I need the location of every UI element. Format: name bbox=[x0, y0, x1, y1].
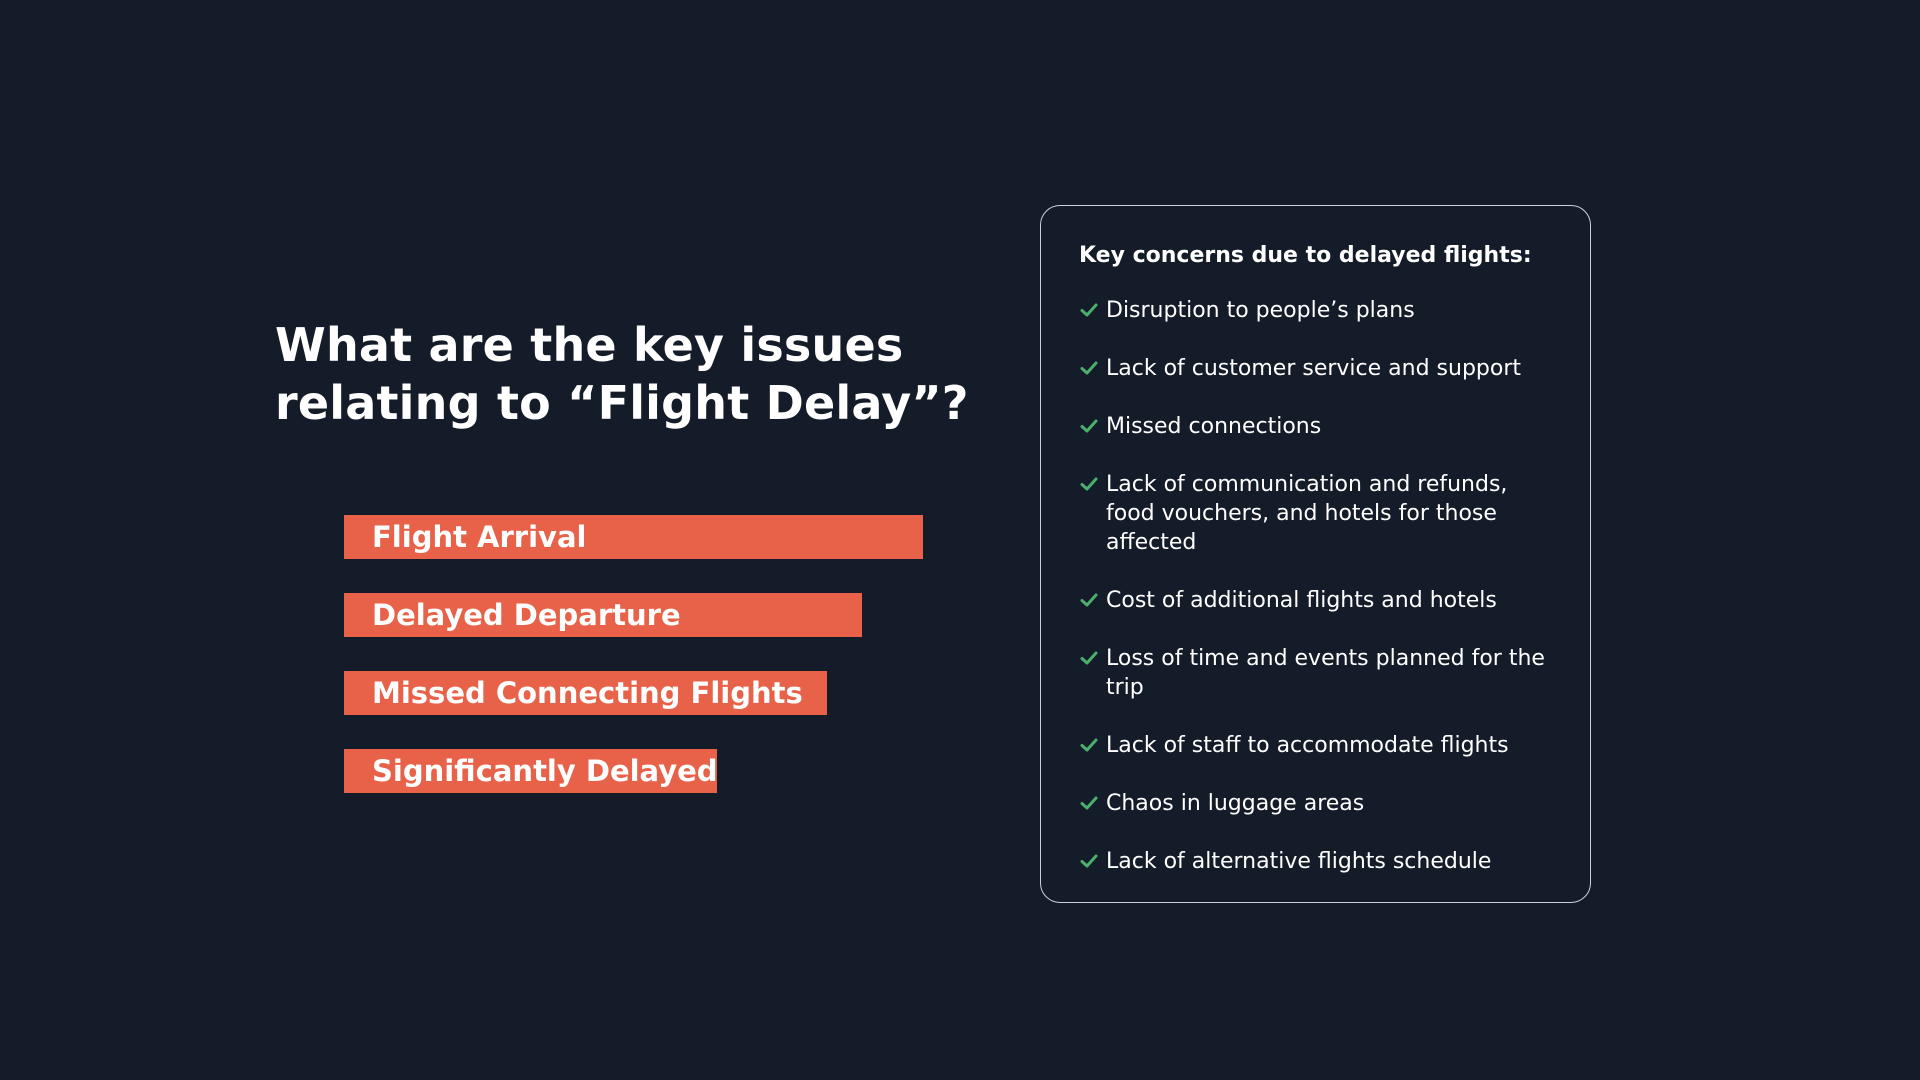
concern-text: Lack of communication and refunds, food vouchers, and hotels for those affected bbox=[1106, 472, 1508, 555]
concern-text: Lack of customer service and support bbox=[1106, 356, 1522, 381]
question-title: What are the key issues relating to “Flight Delay”? bbox=[275, 318, 969, 430]
concern-text: Loss of time and events planned for the trip bbox=[1106, 646, 1545, 700]
concern-text: Missed connections bbox=[1106, 414, 1322, 439]
issue-bar bbox=[344, 515, 923, 559]
issue-bar bbox=[344, 749, 717, 793]
concern-text: Cost of additional flights and hotels bbox=[1106, 588, 1497, 613]
check-icon bbox=[1079, 358, 1099, 378]
concern-item bbox=[1079, 847, 1560, 876]
issue-bars bbox=[344, 515, 923, 827]
concern-item bbox=[1079, 644, 1560, 702]
check-icon bbox=[1079, 590, 1099, 610]
concerns-list bbox=[1079, 296, 1560, 876]
concern-item bbox=[1079, 470, 1560, 557]
issue-bar-label: Flight Arrival bbox=[372, 520, 587, 554]
concern-text: Disruption to people’s plans bbox=[1106, 298, 1415, 323]
check-icon bbox=[1079, 300, 1099, 320]
issue-bar-label: Missed Connecting Flights bbox=[372, 676, 803, 710]
check-icon bbox=[1079, 851, 1099, 871]
concern-text: Chaos in luggage areas bbox=[1106, 791, 1365, 816]
concern-item bbox=[1079, 354, 1560, 383]
concern-item bbox=[1079, 731, 1560, 760]
concern-item bbox=[1079, 586, 1560, 615]
concern-text: Lack of alternative flights schedule bbox=[1106, 849, 1492, 874]
issue-bar bbox=[344, 593, 862, 637]
concern-item bbox=[1079, 412, 1560, 441]
concerns-panel bbox=[1040, 205, 1591, 903]
check-icon bbox=[1079, 474, 1099, 494]
check-icon bbox=[1079, 793, 1099, 813]
check-icon bbox=[1079, 735, 1099, 755]
check-icon bbox=[1079, 416, 1099, 436]
issue-bar-label: Delayed Departure bbox=[372, 598, 681, 632]
concerns-panel-title: Key concerns due to delayed flights: bbox=[1079, 243, 1532, 268]
concern-item bbox=[1079, 789, 1560, 818]
concern-item bbox=[1079, 296, 1560, 325]
issue-bar bbox=[344, 671, 827, 715]
check-icon bbox=[1079, 648, 1099, 668]
concern-text: Lack of staff to accommodate flights bbox=[1106, 733, 1509, 758]
issue-bar-label: Significantly Delayed bbox=[372, 754, 718, 788]
